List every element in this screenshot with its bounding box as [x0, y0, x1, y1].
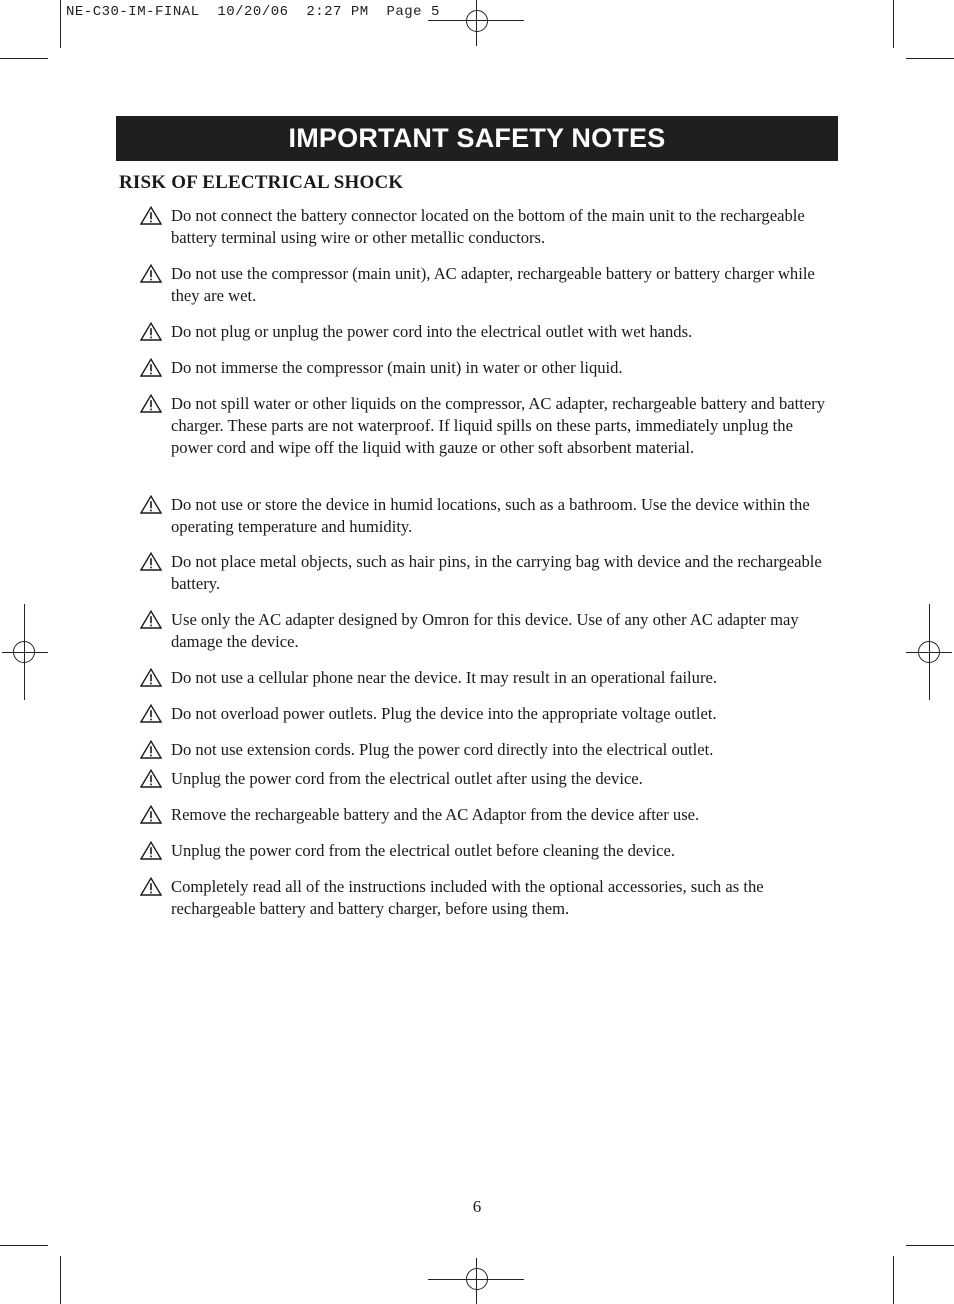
note-text: Do not use or store the device in humid locations, such as a bathroom. Use the device within the operating temperature and humidity.	[171, 495, 810, 536]
list-item	[140, 357, 830, 379]
crop-mark	[893, 1256, 894, 1304]
section-heading: RISK OF ELECTRICAL SHOCK	[119, 172, 404, 193]
title-banner	[116, 116, 838, 161]
note-text: Do not use a cellular phone near the device. It may result in an operational failure.	[171, 668, 717, 687]
list-item	[140, 703, 830, 725]
list-item	[140, 667, 830, 689]
list-item	[140, 263, 830, 307]
note-text: Do not use extension cords. Plug the power cord directly into the electrical outlet.	[171, 740, 714, 759]
warning-triangle-icon	[140, 610, 162, 629]
warning-triangle-icon	[140, 552, 162, 571]
crop-mark	[60, 1256, 61, 1304]
note-text: Remove the rechargeable battery and the AC Adaptor from the device after use.	[171, 805, 700, 824]
warning-triangle-icon	[140, 495, 162, 514]
note-text: Do not immerse the compressor (main unit) in water or other liquid.	[171, 358, 623, 377]
note-text: Completely read all of the instructions included with the optional accessories, such as the rechargeable battery and battery charger, before using them.	[171, 877, 764, 918]
page-title: IMPORTANT SAFETY NOTES	[288, 123, 666, 153]
note-text: Do not overload power outlets. Plug the device into the appropriate voltage outlet.	[171, 704, 717, 723]
list-item	[140, 804, 830, 826]
list-item	[140, 205, 830, 249]
warning-triangle-icon	[140, 769, 162, 788]
page-number: 6	[472, 1197, 482, 1216]
list-item	[140, 739, 830, 761]
list-item	[140, 840, 830, 862]
crop-mark	[893, 0, 894, 48]
crop-mark	[906, 1245, 954, 1246]
note-text: Unplug the power cord from the electrical outlet after using the device.	[171, 769, 643, 788]
warning-triangle-icon	[140, 206, 162, 225]
list-item	[140, 551, 830, 595]
note-text: Do not plug or unplug the power cord into the electrical outlet with wet hands.	[171, 322, 693, 341]
crop-mark	[0, 58, 48, 59]
list-item	[140, 768, 830, 790]
note-text: Do not use the compressor (main unit), AC adapter, rechargeable battery or battery charger while they are wet.	[171, 264, 815, 305]
warning-triangle-icon	[140, 358, 162, 377]
note-text: Unplug the power cord from the electrical outlet before cleaning the device.	[171, 841, 676, 860]
note-text: Do not spill water or other liquids on the compressor, AC adapter, rechargeable battery and battery charger. These parts are not waterproof. If liquid spills on these parts, immediately unplug the power cord and wipe off the liquid with gauze or other soft absorbent material.	[171, 394, 826, 457]
list-item	[140, 393, 830, 459]
print-slug: NE-C30-IM-FINAL 10/20/06 2:27 PM Page 5	[66, 4, 440, 20]
warning-triangle-icon	[140, 841, 162, 860]
warning-triangle-icon	[140, 264, 162, 283]
list-item	[140, 876, 830, 920]
warning-triangle-icon	[140, 704, 162, 723]
note-text: Use only the AC adapter designed by Omron for this device. Use of any other AC adapter may damage the device.	[171, 610, 799, 651]
crop-mark	[906, 58, 954, 59]
crop-mark	[60, 0, 61, 48]
warning-triangle-icon	[140, 877, 162, 896]
list-item	[140, 494, 830, 538]
list-item	[140, 321, 830, 343]
warning-triangle-icon	[140, 668, 162, 687]
warning-triangle-icon	[140, 394, 162, 413]
note-text: Do not place metal objects, such as hair pins, in the carrying bag with device and the rechargeable battery.	[171, 552, 822, 593]
note-text: Do not connect the battery connector located on the bottom of the main unit to the rechargeable battery terminal using wire or other metallic conductors.	[171, 206, 805, 247]
list-item	[140, 609, 830, 653]
crop-mark	[0, 1245, 48, 1246]
warning-triangle-icon	[140, 322, 162, 341]
warning-triangle-icon	[140, 805, 162, 824]
warning-triangle-icon	[140, 740, 162, 759]
